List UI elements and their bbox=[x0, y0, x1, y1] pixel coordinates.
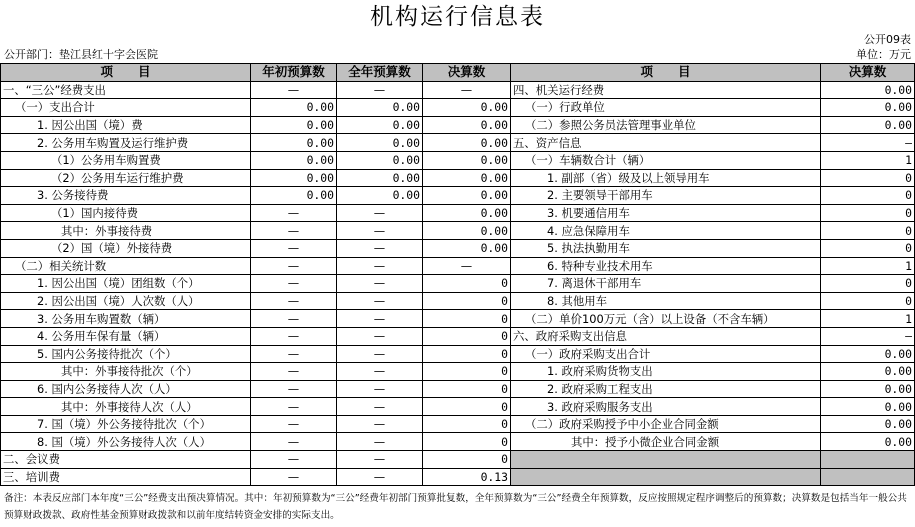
full-year-budget-cell: 0.00 bbox=[337, 187, 423, 205]
right-value-cell: 1 bbox=[821, 310, 915, 328]
left-item-label: 8. 国（境）外公务接待人次（人） bbox=[1, 433, 251, 451]
final-accounts-cell: 0 bbox=[423, 363, 511, 381]
table-row bbox=[1, 169, 915, 187]
final-accounts-cell: 0.00 bbox=[423, 222, 511, 240]
initial-budget-cell: — bbox=[251, 345, 337, 363]
initial-budget-cell: — bbox=[251, 433, 337, 451]
initial-budget-cell: — bbox=[251, 275, 337, 293]
right-item-label bbox=[511, 468, 821, 486]
full-year-budget-cell: — bbox=[337, 275, 423, 293]
full-year-budget-cell: — bbox=[337, 363, 423, 381]
right-item-label: （二）政府采购授予中小企业合同金额 bbox=[511, 415, 821, 433]
initial-budget-cell: — bbox=[251, 292, 337, 310]
left-item-label: 其中：外事接待费 bbox=[1, 222, 251, 240]
right-value-cell: — bbox=[821, 134, 915, 152]
final-accounts-cell: 0.00 bbox=[423, 204, 511, 222]
right-value-cell: 0 bbox=[821, 222, 915, 240]
page-title: 机构运行信息表 bbox=[370, 4, 545, 30]
full-year-budget-cell: — bbox=[337, 239, 423, 257]
initial-budget-cell: — bbox=[251, 239, 337, 257]
left-item-label: （2）国（境）外接待费 bbox=[1, 239, 251, 257]
header-final-accounts-right: 决算数 bbox=[821, 64, 915, 82]
table-row bbox=[1, 345, 915, 363]
right-value-cell: 0.00 bbox=[821, 99, 915, 117]
left-item-label: （一）支出合计 bbox=[1, 99, 251, 117]
right-value-cell bbox=[821, 451, 915, 469]
final-accounts-cell: 0 bbox=[423, 345, 511, 363]
initial-budget-cell: — bbox=[251, 398, 337, 416]
final-accounts-cell: 0 bbox=[423, 398, 511, 416]
table-row bbox=[1, 398, 915, 416]
initial-budget-cell: — bbox=[251, 257, 337, 275]
table-row bbox=[1, 222, 915, 240]
right-item-label: 其中：授予小微企业合同金额 bbox=[511, 433, 821, 451]
table-header-row bbox=[1, 64, 915, 82]
final-accounts-cell: 0.00 bbox=[423, 134, 511, 152]
initial-budget-cell: 0.00 bbox=[251, 99, 337, 117]
header-item-right: 项 目 bbox=[511, 64, 821, 82]
full-year-budget-cell: — bbox=[337, 327, 423, 345]
initial-budget-cell: — bbox=[251, 204, 337, 222]
right-item-label: （二）参照公务员法管理事业单位 bbox=[511, 116, 821, 134]
initial-budget-cell: — bbox=[251, 451, 337, 469]
final-accounts-cell: 0 bbox=[423, 327, 511, 345]
right-item-label: 1. 副部（省）级及以上领导用车 bbox=[511, 169, 821, 187]
left-item-label: 1. 因公出国（境）团组数（个） bbox=[1, 275, 251, 293]
full-year-budget-cell: — bbox=[337, 310, 423, 328]
initial-budget-cell: 0.00 bbox=[251, 187, 337, 205]
full-year-budget-cell: 0.00 bbox=[337, 134, 423, 152]
right-item-label: 2. 主要领导干部用车 bbox=[511, 187, 821, 205]
header-full-year-budget: 全年预算数 bbox=[337, 64, 423, 82]
full-year-budget-cell: — bbox=[337, 222, 423, 240]
full-year-budget-cell: 0.00 bbox=[337, 151, 423, 169]
table-row bbox=[1, 151, 915, 169]
right-value-cell: 0.00 bbox=[821, 81, 915, 99]
right-value-cell: 0 bbox=[821, 292, 915, 310]
table-row bbox=[1, 134, 915, 152]
left-item-label: 二、会议费 bbox=[1, 451, 251, 469]
table-note: 备注：本表反应部门本年度“三公”经费支出预决算情况。其中：年初预算数为“三公”经费年初部门预算批复数，全年预算数为“三公”经费全年预算数，反应按照规定程序调整后的预算数；决算数是包括当年一般公共预算财政拨款、政府性基金预算财政拨款和以前年度结转资金安排的实际支出。 bbox=[4, 493, 907, 521]
right-item-label: 五、资产信息 bbox=[511, 134, 821, 152]
initial-budget-cell: — bbox=[251, 415, 337, 433]
right-value-cell: 0.00 bbox=[821, 345, 915, 363]
right-item-label: （一）行政单位 bbox=[511, 99, 821, 117]
header-final-accounts-left: 决算数 bbox=[423, 64, 511, 82]
right-value-cell: 1 bbox=[821, 257, 915, 275]
full-year-budget-cell: — bbox=[337, 257, 423, 275]
initial-budget-cell: 0.00 bbox=[251, 151, 337, 169]
table-row bbox=[1, 415, 915, 433]
right-item-label: 六、政府采购支出信息 bbox=[511, 327, 821, 345]
right-value-cell: 0 bbox=[821, 187, 915, 205]
full-year-budget-cell: 0.00 bbox=[337, 169, 423, 187]
left-item-label: 7. 国（境）外公务接待批次（个） bbox=[1, 415, 251, 433]
left-item-label: 3. 公务用车购置数（辆） bbox=[1, 310, 251, 328]
left-item-label: 5. 国内公务接待批次（个） bbox=[1, 345, 251, 363]
right-item-label: （一）政府采购支出合计 bbox=[511, 345, 821, 363]
table-row bbox=[1, 327, 915, 345]
initial-budget-cell: 0.00 bbox=[251, 169, 337, 187]
left-item-label: 其中：外事接待人次（人） bbox=[1, 398, 251, 416]
full-year-budget-cell: — bbox=[337, 468, 423, 486]
right-item-label: 1. 政府采购货物支出 bbox=[511, 363, 821, 381]
right-value-cell: 0.00 bbox=[821, 363, 915, 381]
table-row bbox=[1, 310, 915, 328]
left-item-label: 6. 国内公务接待人次（人） bbox=[1, 380, 251, 398]
left-item-label: 2. 因公出国（境）人次数（人） bbox=[1, 292, 251, 310]
full-year-budget-cell: — bbox=[337, 398, 423, 416]
table-row bbox=[1, 116, 915, 134]
final-accounts-cell: 0 bbox=[423, 451, 511, 469]
department-label: 公开部门：垫江县红十字会医院 bbox=[4, 48, 158, 61]
table-row bbox=[1, 380, 915, 398]
full-year-budget-cell: — bbox=[337, 81, 423, 99]
header-item-left: 项 目 bbox=[1, 64, 251, 82]
final-accounts-cell: 0 bbox=[423, 310, 511, 328]
final-accounts-cell: 0.00 bbox=[423, 239, 511, 257]
final-accounts-cell: 0 bbox=[423, 380, 511, 398]
table-row bbox=[1, 433, 915, 451]
table-row bbox=[1, 451, 915, 469]
initial-budget-cell: 0.00 bbox=[251, 116, 337, 134]
full-year-budget-cell: — bbox=[337, 380, 423, 398]
final-accounts-cell: 0 bbox=[423, 415, 511, 433]
right-value-cell: 0.00 bbox=[821, 415, 915, 433]
table-row bbox=[1, 257, 915, 275]
right-value-cell: 0 bbox=[821, 169, 915, 187]
institution-operation-table bbox=[0, 63, 915, 486]
initial-budget-cell: 0.00 bbox=[251, 134, 337, 152]
full-year-budget-cell: — bbox=[337, 451, 423, 469]
left-item-label: （1）公务用车购置费 bbox=[1, 151, 251, 169]
right-item-label: （二）单价100万元（含）以上设备（不含车辆） bbox=[511, 310, 821, 328]
unit-label: 单位：万元 bbox=[856, 48, 911, 61]
table-row bbox=[1, 204, 915, 222]
final-accounts-cell: — bbox=[423, 81, 511, 99]
right-value-cell: 0 bbox=[821, 239, 915, 257]
right-value-cell: 0.00 bbox=[821, 398, 915, 416]
right-item-label: 7. 离退休干部用车 bbox=[511, 275, 821, 293]
table-row bbox=[1, 239, 915, 257]
final-accounts-cell: 0.13 bbox=[423, 468, 511, 486]
left-item-label: （2）公务用车运行维护费 bbox=[1, 169, 251, 187]
final-accounts-cell: 0.00 bbox=[423, 99, 511, 117]
initial-budget-cell: — bbox=[251, 380, 337, 398]
final-accounts-cell: 0.00 bbox=[423, 151, 511, 169]
full-year-budget-cell: 0.00 bbox=[337, 116, 423, 134]
full-year-budget-cell: — bbox=[337, 415, 423, 433]
right-item-label: 3. 机要通信用车 bbox=[511, 204, 821, 222]
table-row bbox=[1, 292, 915, 310]
left-item-label: 4. 公务用车保有量（辆） bbox=[1, 327, 251, 345]
right-value-cell: 0.00 bbox=[821, 433, 915, 451]
table-row bbox=[1, 275, 915, 293]
table-row bbox=[1, 99, 915, 117]
header-initial-budget: 年初预算数 bbox=[251, 64, 337, 82]
right-item-label: 6. 特种专业技术用车 bbox=[511, 257, 821, 275]
right-value-cell: 0.00 bbox=[821, 116, 915, 134]
initial-budget-cell: — bbox=[251, 310, 337, 328]
right-value-cell: — bbox=[821, 327, 915, 345]
initial-budget-cell: — bbox=[251, 363, 337, 381]
form-number: 公开09表 bbox=[864, 33, 911, 46]
right-value-cell: 0 bbox=[821, 204, 915, 222]
right-item-label: 3. 政府采购服务支出 bbox=[511, 398, 821, 416]
full-year-budget-cell: — bbox=[337, 204, 423, 222]
final-accounts-cell: 0 bbox=[423, 292, 511, 310]
final-accounts-cell: 0.00 bbox=[423, 169, 511, 187]
initial-budget-cell: — bbox=[251, 468, 337, 486]
left-item-label: 3. 公务接待费 bbox=[1, 187, 251, 205]
right-item-label: （一）车辆数合计（辆） bbox=[511, 151, 821, 169]
final-accounts-cell: 0.00 bbox=[423, 187, 511, 205]
full-year-budget-cell: — bbox=[337, 433, 423, 451]
right-value-cell bbox=[821, 468, 915, 486]
right-value-cell: 1 bbox=[821, 151, 915, 169]
right-item-label: 5. 执法执勤用车 bbox=[511, 239, 821, 257]
table-row bbox=[1, 187, 915, 205]
table-row bbox=[1, 81, 915, 99]
initial-budget-cell: — bbox=[251, 327, 337, 345]
initial-budget-cell: — bbox=[251, 222, 337, 240]
right-value-cell: 0.00 bbox=[821, 380, 915, 398]
final-accounts-cell: 0.00 bbox=[423, 116, 511, 134]
left-item-label: 2. 公务用车购置及运行维护费 bbox=[1, 134, 251, 152]
left-item-label: （二）相关统计数 bbox=[1, 257, 251, 275]
right-item-label: 2. 政府采购工程支出 bbox=[511, 380, 821, 398]
initial-budget-cell: — bbox=[251, 81, 337, 99]
left-item-label: 其中：外事接待批次（个） bbox=[1, 363, 251, 381]
left-item-label: （1）国内接待费 bbox=[1, 204, 251, 222]
right-item-label: 8. 其他用车 bbox=[511, 292, 821, 310]
final-accounts-cell: — bbox=[423, 257, 511, 275]
full-year-budget-cell: 0.00 bbox=[337, 99, 423, 117]
left-item-label: 1. 因公出国（境）费 bbox=[1, 116, 251, 134]
full-year-budget-cell: — bbox=[337, 345, 423, 363]
final-accounts-cell: 0 bbox=[423, 433, 511, 451]
right-item-label: 四、机关运行经费 bbox=[511, 81, 821, 99]
left-item-label: 一、“三公”经费支出 bbox=[1, 81, 251, 99]
right-item-label bbox=[511, 451, 821, 469]
final-accounts-cell: 0 bbox=[423, 275, 511, 293]
full-year-budget-cell: — bbox=[337, 292, 423, 310]
table-row bbox=[1, 363, 915, 381]
right-value-cell: 0 bbox=[821, 275, 915, 293]
table-row bbox=[1, 468, 915, 486]
right-item-label: 4. 应急保障用车 bbox=[511, 222, 821, 240]
left-item-label: 三、培训费 bbox=[1, 468, 251, 486]
